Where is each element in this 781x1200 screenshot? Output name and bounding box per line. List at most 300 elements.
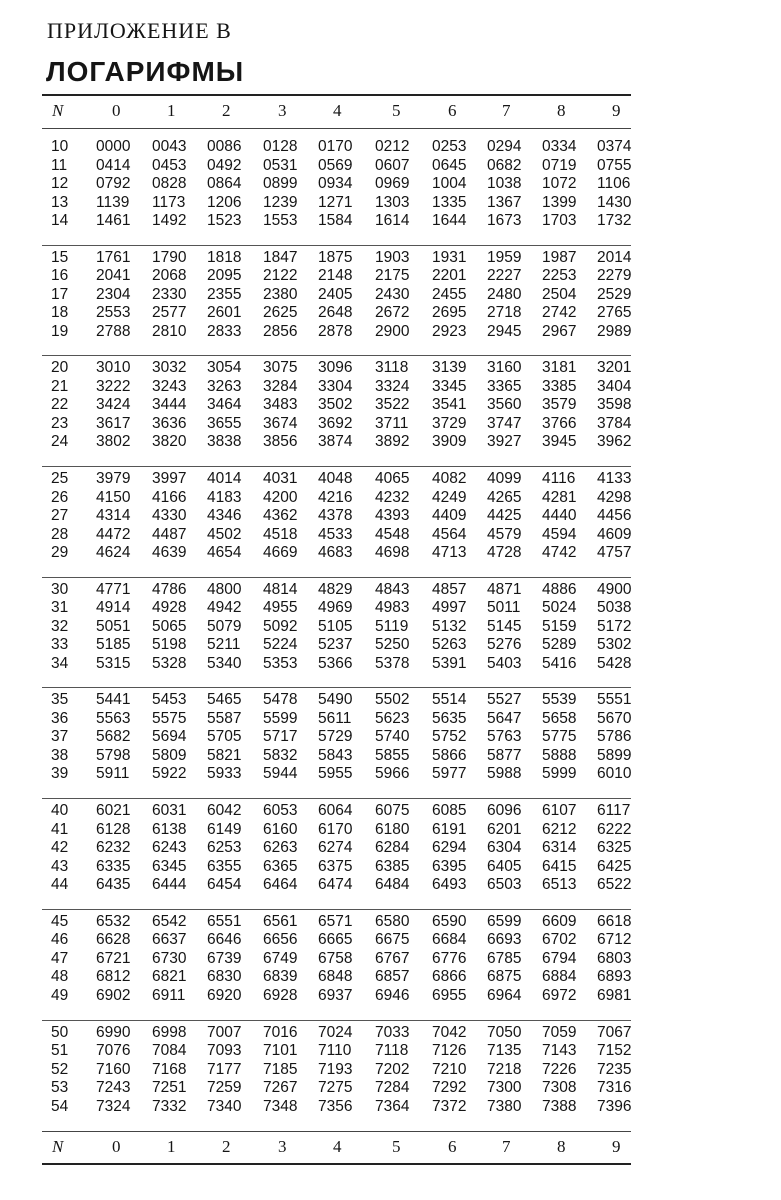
log-cell: 5514	[432, 691, 467, 709]
log-cell: 6542	[152, 912, 187, 930]
log-cell: 0453	[152, 156, 187, 174]
log-cell: 6222	[597, 820, 632, 838]
log-cell: 1038	[487, 175, 522, 192]
table-row	[0, 987, 781, 1006]
log-cell: 6304	[487, 839, 522, 857]
log-cell: 7084	[152, 1042, 187, 1059]
log-cell: 0253	[432, 138, 467, 155]
row-number: 52	[51, 1060, 69, 1078]
row-number: 43	[51, 857, 69, 875]
table-row	[0, 931, 781, 950]
log-cell: 7193	[318, 1060, 353, 1078]
row-number: 50	[51, 1023, 69, 1041]
table-row	[0, 323, 781, 342]
log-cell: 3802	[96, 433, 131, 451]
log-cell: 6191	[432, 820, 467, 838]
log-cell: 7284	[375, 1079, 410, 1096]
log-cell: 5899	[597, 746, 632, 764]
log-cell: 6335	[96, 857, 131, 875]
log-cell: 6107	[542, 802, 577, 820]
footer-label-1: 0	[112, 1137, 121, 1156]
log-cell: 3927	[487, 433, 522, 451]
log-cell: 2504	[542, 285, 577, 303]
footer-label-8: 7	[502, 1137, 511, 1156]
log-cell: 5740	[375, 728, 410, 746]
log-cell: 0864	[207, 175, 242, 192]
log-cell: 3404	[597, 377, 632, 395]
log-cell: 6561	[263, 912, 298, 930]
log-cell: 4742	[542, 544, 577, 562]
log-cell: 2553	[96, 304, 131, 322]
log-cell: 3636	[152, 414, 187, 432]
log-cell: 2330	[152, 285, 187, 303]
log-cell: 1239	[263, 193, 298, 211]
log-cell: 7396	[597, 1097, 632, 1115]
log-cell: 5798	[96, 746, 131, 764]
log-cell: 5159	[542, 617, 577, 635]
log-cell: 6064	[318, 802, 353, 820]
log-cell: 3838	[207, 433, 242, 451]
log-cell: 5092	[263, 617, 298, 635]
log-cell: 7275	[318, 1079, 353, 1096]
log-cell: 3243	[152, 377, 187, 395]
log-cell: 3522	[375, 396, 410, 414]
log-cell: 5079	[207, 617, 242, 635]
header-top-rule	[42, 94, 631, 96]
log-cell: 5502	[375, 691, 410, 709]
log-cell: 3201	[597, 359, 632, 377]
log-cell: 4065	[375, 470, 410, 488]
table-block	[0, 802, 781, 913]
log-cell: 6385	[375, 857, 410, 875]
log-cell: 6160	[263, 820, 298, 838]
table-row	[0, 526, 781, 545]
header-label-n: N	[52, 101, 64, 120]
log-cell: 7324	[96, 1097, 131, 1115]
log-cell: 2601	[207, 304, 242, 322]
log-cell: 6665	[318, 931, 353, 949]
log-cell: 6425	[597, 857, 632, 875]
row-number: 14	[51, 212, 69, 229]
log-cell: 7024	[318, 1023, 353, 1041]
log-cell: 5403	[487, 654, 522, 672]
log-cell: 6075	[375, 802, 410, 820]
log-cell: 5490	[318, 691, 353, 709]
log-cell: 0170	[318, 138, 353, 155]
log-cell: 2672	[375, 304, 410, 322]
header-label-10: 9	[612, 101, 621, 120]
header-label-9: 8	[557, 101, 566, 120]
log-cell: 2856	[263, 322, 298, 340]
table-block	[0, 249, 781, 360]
log-cell: 5051	[96, 617, 131, 635]
log-cell: 3617	[96, 414, 131, 432]
log-cell: 7316	[597, 1079, 632, 1096]
table-row	[0, 581, 781, 600]
log-cell: 7300	[487, 1079, 522, 1096]
table-row	[0, 1079, 781, 1098]
log-cell: 6590	[432, 912, 467, 930]
log-cell: 6599	[487, 912, 522, 930]
log-cell: 6675	[375, 931, 410, 949]
log-cell: 4425	[487, 507, 522, 525]
log-cell: 6618	[597, 912, 632, 930]
log-cell: 3324	[375, 377, 410, 395]
table-row	[0, 618, 781, 637]
row-number: 21	[51, 377, 69, 395]
log-cell: 4082	[432, 470, 467, 488]
log-cell: 2014	[597, 248, 632, 266]
log-cell: 2788	[96, 322, 131, 340]
log-cell: 6253	[207, 839, 242, 857]
log-cell: 1732	[597, 212, 632, 229]
log-cell: 2279	[597, 267, 632, 285]
log-cell: 2765	[597, 304, 632, 322]
table-block	[0, 691, 781, 802]
log-cell: 3997	[152, 470, 187, 488]
log-cell: 2923	[432, 322, 467, 340]
log-cell: 2695	[432, 304, 467, 322]
log-cell: 7185	[263, 1060, 298, 1078]
log-cell: 6646	[207, 931, 242, 949]
log-cell: 5843	[318, 746, 353, 764]
log-cell: 6580	[375, 912, 410, 930]
log-cell: 2833	[207, 322, 242, 340]
log-cell: 1847	[263, 248, 298, 266]
log-cell: 6117	[597, 802, 631, 820]
log-cell: 4654	[207, 544, 242, 562]
log-cell: 6637	[152, 931, 187, 949]
log-cell: 2742	[542, 304, 577, 322]
log-cell: 0128	[263, 138, 298, 155]
log-cell: 3874	[318, 433, 353, 451]
log-cell: 0682	[487, 156, 522, 174]
log-cell: 3365	[487, 377, 522, 395]
log-cell: 7388	[542, 1097, 577, 1115]
log-cell: 5478	[263, 691, 298, 709]
log-cell: 5224	[263, 636, 298, 654]
row-number: 49	[51, 986, 69, 1004]
table-row	[0, 747, 781, 766]
log-cell: 1303	[375, 193, 410, 211]
log-cell: 5988	[487, 765, 522, 783]
block-separator	[42, 1020, 631, 1021]
log-cell: 5024	[542, 599, 577, 617]
table-row	[0, 212, 781, 231]
log-cell: 3032	[152, 359, 187, 377]
log-cell: 2148	[318, 267, 353, 285]
table-row	[0, 544, 781, 563]
log-cell: 7143	[542, 1042, 577, 1059]
header-bottom-rule	[42, 128, 631, 129]
log-cell: 1139	[96, 193, 130, 211]
log-cell: 3674	[263, 414, 298, 432]
table-row	[0, 710, 781, 729]
row-number: 11	[51, 156, 68, 174]
log-cell: 4281	[542, 488, 577, 506]
log-cell: 5172	[597, 617, 632, 635]
block-separator	[42, 466, 631, 467]
row-number: 51	[51, 1042, 69, 1059]
row-number: 22	[51, 396, 69, 414]
row-number: 46	[51, 931, 69, 949]
log-cell: 5263	[432, 636, 467, 654]
log-cell: 3747	[487, 414, 522, 432]
log-cell: 4728	[487, 544, 522, 562]
log-cell: 1461	[96, 212, 131, 229]
table-row	[0, 157, 781, 176]
log-cell: 3784	[597, 414, 632, 432]
log-cell: 3118	[375, 359, 409, 377]
footer-bottom-rule	[42, 1163, 631, 1165]
log-cell: 5647	[487, 709, 522, 727]
table-row	[0, 507, 781, 526]
log-cell: 5551	[597, 691, 632, 709]
footer-label-10: 9	[612, 1137, 621, 1156]
log-cell: 7226	[542, 1060, 577, 1078]
log-cell: 6149	[207, 820, 242, 838]
log-cell: 4914	[96, 599, 131, 617]
log-cell: 5832	[263, 746, 298, 764]
log-cell: 6920	[207, 986, 242, 1004]
log-cell: 6990	[96, 1023, 131, 1041]
log-cell: 3160	[487, 359, 522, 377]
log-cell: 4456	[597, 507, 632, 525]
table-row	[0, 138, 781, 157]
header-label-8: 7	[502, 101, 511, 120]
log-cell: 6803	[597, 949, 632, 967]
table-row	[0, 968, 781, 987]
log-cell: 4624	[96, 544, 131, 562]
log-cell: 4757	[597, 544, 632, 562]
log-cell: 7292	[432, 1079, 467, 1096]
log-cell: 4166	[152, 488, 187, 506]
row-number: 40	[51, 802, 69, 820]
table-block	[0, 470, 781, 581]
row-number: 12	[51, 175, 69, 192]
table-row	[0, 691, 781, 710]
log-cell: 2455	[432, 285, 467, 303]
log-cell: 6513	[542, 876, 577, 894]
log-cell: 6415	[542, 857, 577, 875]
log-cell: 5623	[375, 709, 410, 727]
log-cell: 0755	[597, 156, 632, 174]
log-cell: 6474	[318, 876, 353, 894]
log-cell: 7016	[263, 1023, 298, 1041]
log-cell: 5670	[597, 709, 632, 727]
log-cell: 5763	[487, 728, 522, 746]
log-cell: 5315	[96, 654, 131, 672]
log-cell: 0531	[263, 156, 298, 174]
log-cell: 5717	[263, 728, 298, 746]
log-cell: 1584	[318, 212, 353, 229]
log-cell: 5132	[432, 617, 467, 635]
log-cell: 4409	[432, 507, 467, 525]
log-cell: 6609	[542, 912, 577, 930]
row-number: 15	[51, 248, 69, 266]
log-cell: 6263	[263, 839, 298, 857]
log-cell: 5587	[207, 709, 242, 727]
log-cell: 3856	[263, 433, 298, 451]
log-cell: 5977	[432, 765, 467, 783]
log-cell: 5575	[152, 709, 187, 727]
log-cell: 6138	[152, 820, 187, 838]
log-cell: 6875	[487, 968, 522, 986]
log-cell: 6721	[96, 949, 131, 967]
log-cell: 7243	[96, 1079, 131, 1096]
table-row	[0, 304, 781, 323]
log-cell: 6484	[375, 876, 410, 894]
log-cell: 5211	[207, 636, 241, 654]
log-cell: 7364	[375, 1097, 410, 1115]
log-cell: 7340	[207, 1097, 242, 1115]
log-cell: 6998	[152, 1023, 187, 1041]
log-cell: 1790	[152, 248, 187, 266]
log-cell: 1903	[375, 248, 410, 266]
log-cell: 3766	[542, 414, 577, 432]
log-cell: 5378	[375, 654, 410, 672]
log-cell: 7093	[207, 1042, 242, 1059]
log-cell: 0334	[542, 138, 577, 155]
footer-label-3: 2	[222, 1137, 231, 1156]
log-cell: 3075	[263, 359, 298, 377]
table-block	[0, 359, 781, 470]
log-cell: 5682	[96, 728, 131, 746]
log-cell: 7308	[542, 1079, 577, 1096]
log-cell: 5999	[542, 765, 577, 783]
log-cell: 3502	[318, 396, 353, 414]
log-cell: 5955	[318, 765, 353, 783]
log-cell: 1492	[152, 212, 187, 229]
log-cell: 6656	[263, 931, 298, 949]
log-cell: 1931	[432, 248, 467, 266]
log-cell: 4786	[152, 580, 187, 598]
log-cell: 5198	[152, 636, 187, 654]
log-cell: 3139	[432, 359, 467, 377]
log-cell: 6170	[318, 820, 353, 838]
log-cell: 4048	[318, 470, 353, 488]
log-cell: 5465	[207, 691, 242, 709]
log-cell: 1399	[542, 193, 577, 211]
log-cell: 7356	[318, 1097, 353, 1115]
log-cell: 1673	[487, 212, 522, 229]
log-cell: 6712	[597, 931, 632, 949]
header-label-1: 0	[112, 101, 121, 120]
log-cell: 2900	[375, 322, 410, 340]
log-cell: 6212	[542, 820, 577, 838]
log-cell: 1335	[432, 193, 467, 211]
row-number: 45	[51, 912, 69, 930]
log-cell: 6884	[542, 968, 577, 986]
log-cell: 4814	[263, 580, 298, 598]
log-cell: 3692	[318, 414, 353, 432]
log-cell: 4378	[318, 507, 353, 525]
log-cell: 4639	[152, 544, 187, 562]
log-cell: 4314	[96, 507, 131, 525]
log-cell: 1761	[96, 248, 131, 266]
log-cell: 2041	[96, 267, 131, 285]
log-cell: 2989	[597, 322, 632, 340]
log-cell: 7202	[375, 1060, 410, 1078]
log-cell: 6405	[487, 857, 522, 875]
log-cell: 2577	[152, 304, 187, 322]
footer-top-rule	[42, 1131, 631, 1132]
block-separator	[42, 909, 631, 910]
log-cell: 0645	[432, 156, 467, 174]
log-cell: 5340	[207, 654, 242, 672]
table-row	[0, 1042, 781, 1061]
log-cell: 5353	[263, 654, 298, 672]
log-cell: 6503	[487, 876, 522, 894]
block-separator	[42, 577, 631, 578]
log-cell: 7101	[263, 1042, 298, 1059]
log-cell: 6902	[96, 986, 131, 1004]
log-cell: 5416	[542, 654, 577, 672]
log-cell: 2430	[375, 285, 410, 303]
log-cell: 5752	[432, 728, 467, 746]
footer-label-2: 1	[167, 1137, 176, 1156]
log-cell: 6730	[152, 949, 187, 967]
log-cell: 6830	[207, 968, 242, 986]
table-row	[0, 802, 781, 821]
log-cell: 3909	[432, 433, 467, 451]
log-cell: 3464	[207, 396, 242, 414]
row-number: 19	[51, 322, 69, 340]
log-cell: 0719	[542, 156, 577, 174]
row-number: 35	[51, 691, 69, 709]
table-row	[0, 839, 781, 858]
log-cell: 5185	[96, 636, 131, 654]
log-cell: 2967	[542, 322, 577, 340]
log-cell: 6628	[96, 931, 131, 949]
log-cell: 0000	[96, 138, 131, 155]
log-cell: 7118	[375, 1042, 409, 1059]
log-cell: 3579	[542, 396, 577, 414]
log-cell: 6365	[263, 857, 298, 875]
log-cell: 6464	[263, 876, 298, 894]
row-number: 39	[51, 765, 69, 783]
log-cell: 1614	[375, 212, 410, 229]
log-cell: 6375	[318, 857, 353, 875]
log-cell: 2227	[487, 267, 522, 285]
log-cell: 6444	[152, 876, 187, 894]
block-separator	[42, 687, 631, 688]
table-row	[0, 489, 781, 508]
log-cell: 7372	[432, 1097, 467, 1115]
log-cell: 7210	[432, 1060, 467, 1078]
row-number: 13	[51, 193, 69, 211]
log-cell: 5391	[432, 654, 467, 672]
row-number: 30	[51, 580, 69, 598]
log-cell: 4472	[96, 525, 131, 543]
log-cell: 6294	[432, 839, 467, 857]
log-cell: 3263	[207, 377, 242, 395]
log-cell: 5922	[152, 765, 187, 783]
log-cell: 5289	[542, 636, 577, 654]
table-row	[0, 267, 781, 286]
log-cell: 6981	[597, 986, 632, 1004]
header-label-3: 2	[222, 101, 231, 120]
log-cell: 2355	[207, 285, 242, 303]
log-cell: 4216	[318, 488, 353, 506]
log-cell: 5855	[375, 746, 410, 764]
table-row	[0, 470, 781, 489]
table-block	[0, 1024, 781, 1135]
log-cell: 4116	[542, 470, 576, 488]
log-cell: 4298	[597, 488, 632, 506]
log-cell: 6053	[263, 802, 298, 820]
log-cell: 4533	[318, 525, 353, 543]
